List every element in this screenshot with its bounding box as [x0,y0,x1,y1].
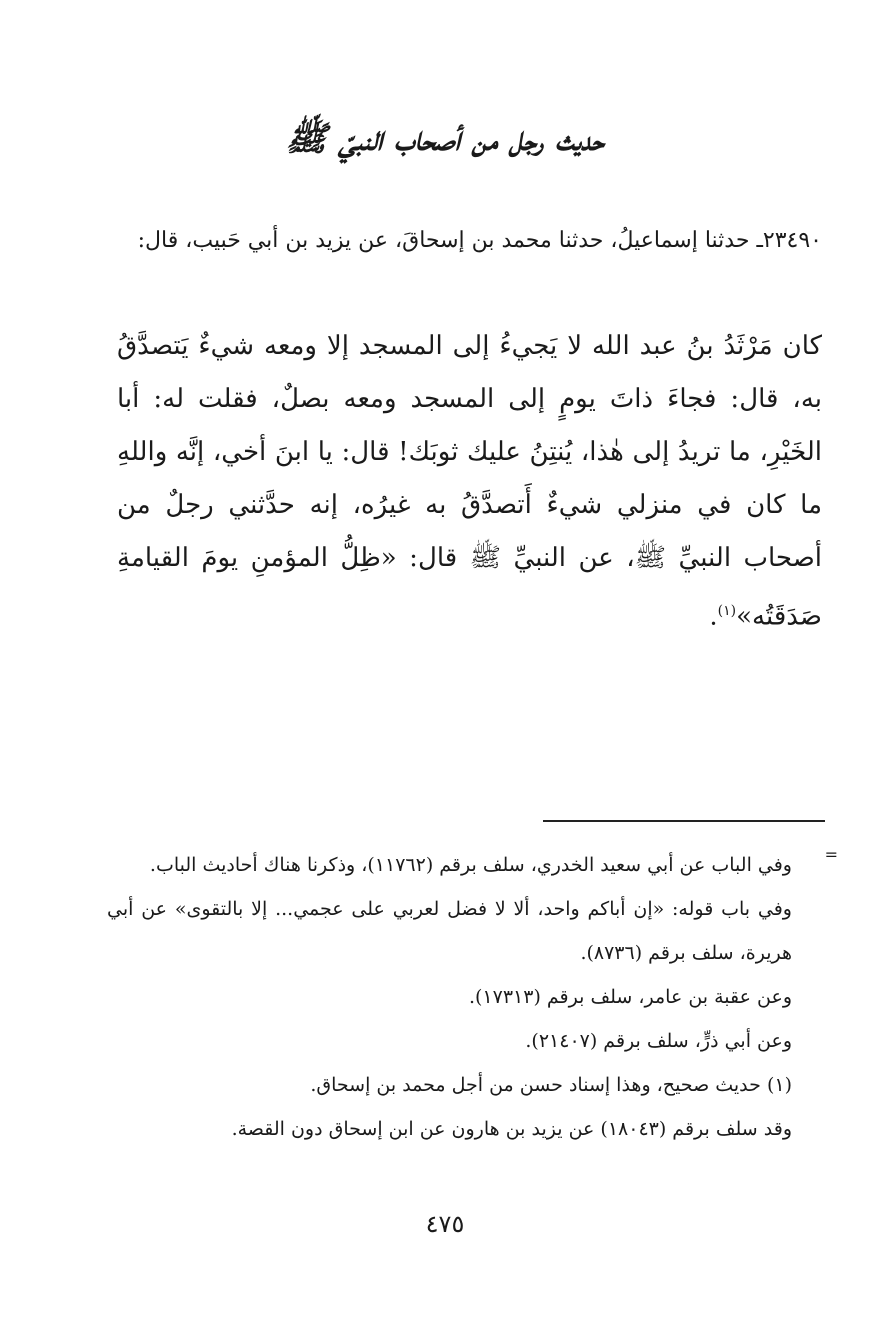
footnote-line: وفي الباب عن أبي سعيد الخدري، سلف برقم (١١٧٦٢)، وذكرنا هناك أحاديث الباب. [149,854,792,876]
footnote-divider [543,820,825,822]
continuation-mark: = [824,845,838,864]
matn-paragraph [117,320,822,644]
footnote-line: وعن أبي ذرٍّ، سلف برقم (٢١٤٠٧). [525,1030,792,1052]
footnote-line: وقد سلف برقم (١٨٠٤٣) عن يزيد بن هارون عن ابن إسحاق دون القصة. [231,1118,792,1140]
hadith-chain [122,216,822,266]
hadith-body [117,320,822,644]
footnote-line: وفي باب قوله: «إن أباكم واحد، ألا لا فضل لعربي على عجمي... إلا بالتقوى» عن أبي هريرة، سلف برقم (٨٧٣٦). [107,898,792,964]
matn-text: كان مَرْثَدُ بنُ عبد الله لا يَجيءُ إلى المسجد إلا ومعه شيءٌ يَتصدَّقُ به، قال: فجاءَ ذاتَ يومٍ إلى المسجد ومعه بصلٌ، فقلت له: أبا الخَيْرِ، ما تريدُ إلى هٰذا، يُنتِنُ عليك ثوبَك! قال: يا ابنَ أخي، إنَّه واللهِ ما كان في منزلي شيءٌ أَتصدَّقُ به غيرُه، إنه حدَّثني رجلٌ من أصحاب النبيِّ ﷺ، عن النبيِّ ﷺ قال: «ظِلُّ المؤمنِ يومَ القيامةِ صَدَقَتُه» [117,331,822,632]
footnotes-section [107,843,822,1151]
footnote-reference: (١) [717,603,737,619]
footnote-line: وعن عقبة بن عامر، سلف برقم (١٧٣١٣). [468,986,792,1008]
section-title: حديث رجل من أصحاب النبيّ ﷺ [285,119,605,159]
matn-terminal: . [709,601,718,632]
isnad-text: ٢٣٤٩٠ـ حدثنا إسماعيلُ، حدثنا محمد بن إسحاقَ، عن يزيد بن أبي حَبيب، قال: [137,228,822,253]
page-number: ٤٧٥ [425,1210,465,1238]
footnote-line: (١) حديث صحيح، وهذا إسناد حسن من أجل محمد بن إسحاق. [310,1074,792,1096]
